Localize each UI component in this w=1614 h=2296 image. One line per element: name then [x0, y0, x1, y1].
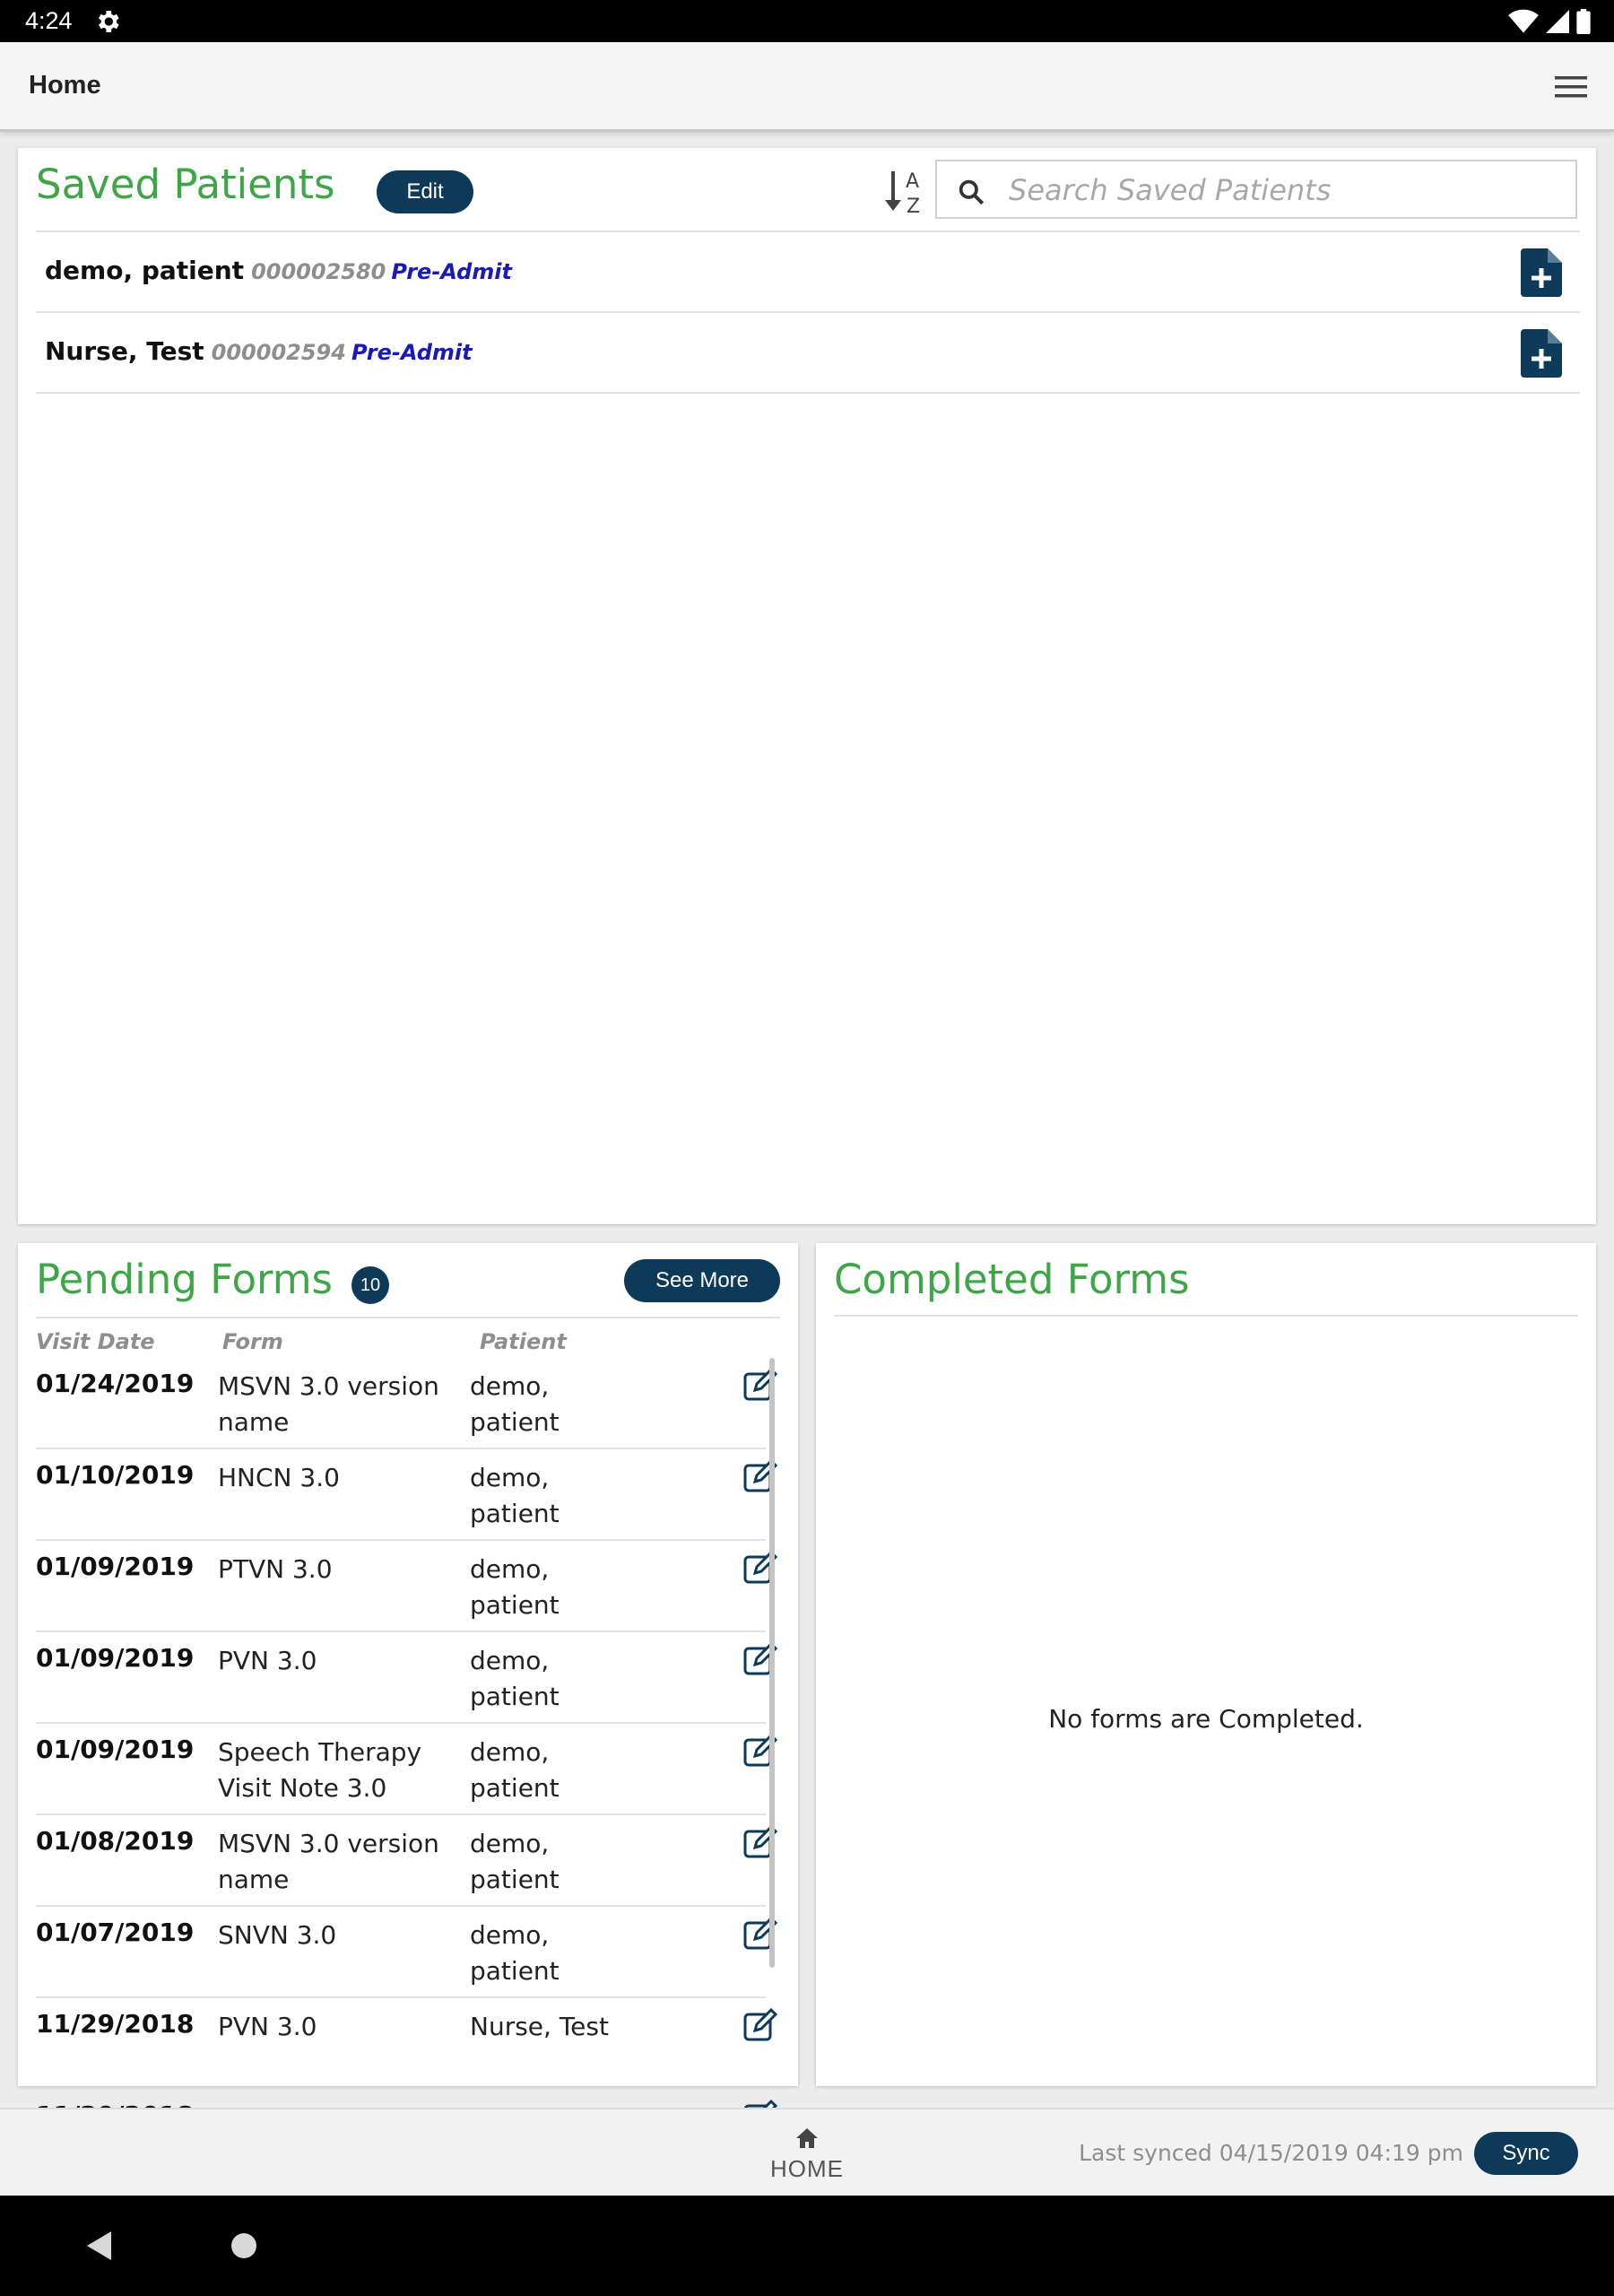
pending-forms-title: Pending Forms [36, 1256, 333, 1303]
table-row[interactable] [36, 1998, 766, 2090]
search-input[interactable] [1009, 170, 1556, 210]
android-nav-bar [0, 2196, 1614, 2296]
hamburger-menu-icon[interactable] [1553, 69, 1589, 105]
patient-row[interactable] [36, 313, 1580, 394]
home-icon [794, 2126, 820, 2151]
form-name: Speech Therapy Visit Note 3.0 [218, 1737, 422, 1803]
pending-forms-card [18, 1243, 798, 2086]
see-more-button[interactable]: See More [624, 1259, 780, 1302]
saved-patients-title: Saved Patients [36, 161, 335, 208]
status-bar [0, 0, 1614, 42]
table-row[interactable] [36, 1632, 766, 1724]
saved-patients-card [18, 148, 1596, 1224]
patient-name: demo, patient [470, 1371, 560, 1437]
column-header-patient: Patient [480, 1329, 567, 1354]
visit-date: 01/24/2019 [36, 1369, 195, 1398]
signal-icon [1546, 9, 1569, 34]
form-name: MSVN 3.0 version name [218, 1371, 439, 1437]
completed-forms-title: Completed Forms [834, 1256, 1190, 1303]
battery-icon [1576, 9, 1591, 34]
table-row[interactable] [36, 1449, 766, 1541]
sync-button[interactable]: Sync [1474, 2132, 1578, 2175]
form-name: SNVN 3.0 [218, 1920, 337, 1950]
form-name: PVN 3.0 [218, 2012, 317, 2041]
patient-name: demo, patient [470, 1463, 560, 1528]
home-circle-icon[interactable] [231, 2233, 256, 2258]
visit-date: 01/10/2019 [36, 1460, 195, 1490]
visit-date: 11/29/2018 [36, 2009, 195, 2039]
patient-name: demo, patient [45, 256, 245, 285]
form-name: HNCN 3.0 [218, 1463, 340, 1492]
edit-button[interactable]: Edit [377, 170, 473, 213]
svg-text:A: A [906, 170, 920, 193]
patient-name: Nurse, Test [45, 336, 204, 366]
patient-name: demo, patient [470, 1829, 560, 1894]
status-time: 4:24 [25, 7, 73, 34]
completed-forms-card [816, 1243, 1596, 2086]
table-row[interactable] [36, 1907, 766, 1998]
table-row[interactable] [36, 1358, 766, 1449]
empty-message: No forms are Completed. [1048, 1704, 1364, 1734]
patient-name: Nurse, Test [470, 2012, 609, 2041]
pending-forms-list [36, 1358, 766, 2181]
home-nav-label: HOME [770, 2155, 844, 2182]
visit-date: 01/09/2019 [36, 1552, 195, 1581]
pending-count-badge: 10 [351, 1266, 389, 1304]
divider [36, 1317, 780, 1318]
visit-date: 01/09/2019 [36, 1735, 195, 1764]
form-name: MSVN 3.0 version name [218, 1829, 439, 1894]
table-row[interactable] [36, 1541, 766, 1632]
sort-alpha-icon[interactable] [881, 166, 927, 220]
home-nav-button[interactable] [764, 2126, 850, 2183]
wifi-icon [1508, 9, 1539, 34]
patient-id: 000002580 [251, 259, 386, 284]
form-name: PTVN 3.0 [218, 1554, 333, 1584]
visit-date: 01/08/2019 [36, 1826, 195, 1856]
patient-name: demo, patient [470, 1646, 560, 1711]
add-document-icon[interactable] [1521, 248, 1562, 297]
patient-name: demo, patient [470, 1920, 560, 1986]
column-header-form: Form [222, 1329, 283, 1354]
search-icon [957, 178, 985, 206]
patient-status: Pre-Admit [391, 259, 513, 284]
patient-id: 000002594 [211, 340, 346, 365]
edit-form-icon[interactable] [742, 2007, 778, 2043]
patient-name-line [45, 256, 512, 285]
back-icon[interactable] [84, 2230, 115, 2262]
visit-date: 01/07/2019 [36, 1918, 195, 1947]
table-row[interactable] [36, 1724, 766, 1815]
patient-name-line [45, 336, 473, 366]
visit-date: 01/09/2019 [36, 1643, 195, 1673]
form-name: PVN 3.0 [218, 1646, 317, 1675]
divider [834, 1315, 1578, 1317]
gear-icon [93, 7, 122, 36]
add-document-icon[interactable] [1521, 329, 1562, 378]
patient-name: demo, patient [470, 1737, 560, 1803]
column-header-visit-date: Visit Date [36, 1329, 155, 1354]
patient-status: Pre-Admit [351, 340, 473, 365]
bottom-bar [0, 2108, 1614, 2196]
scrollbar[interactable] [769, 1358, 775, 1968]
last-synced-text: Last synced 04/15/2019 04:19 pm [1079, 2140, 1463, 2166]
patient-name: demo, patient [470, 1554, 560, 1620]
search-box [935, 160, 1577, 219]
patient-row[interactable] [36, 232, 1580, 313]
app-bar [0, 42, 1614, 132]
page-title: Home [29, 71, 101, 100]
table-row[interactable] [36, 1815, 766, 1907]
svg-text:Z: Z [907, 196, 921, 218]
